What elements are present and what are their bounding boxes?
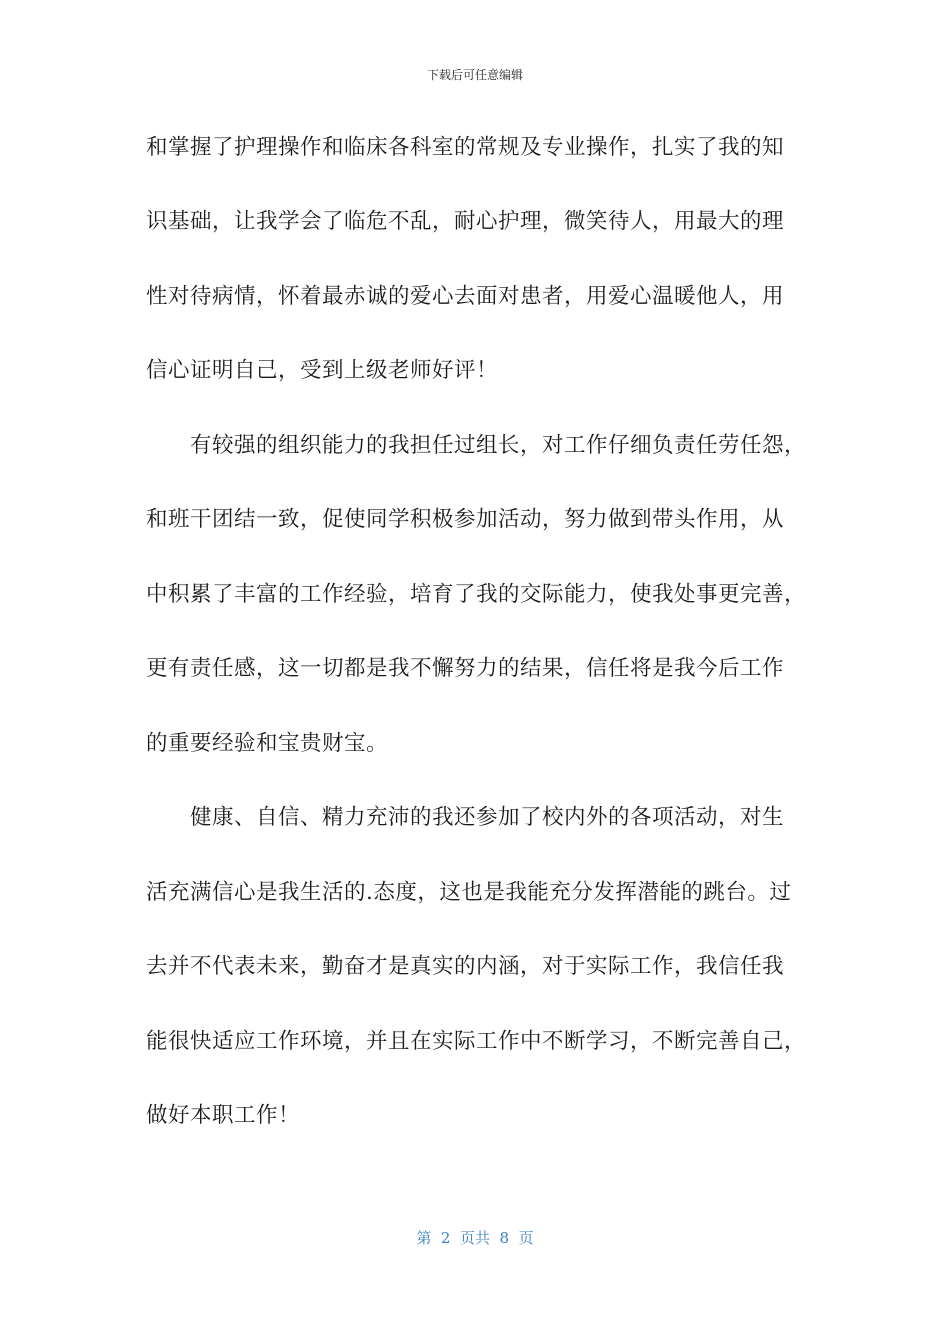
text-line: 识基础，让我学会了临危不乱，耐心护理，微笑待人，用最大的理 xyxy=(146,209,785,234)
text-line: 和掌握了护理操作和临床各科室的常规及专业操作，扎实了我的知 xyxy=(146,135,785,160)
text-line: 能很快适应工作环境，并且在实际工作中不断学习，不断完善自己， xyxy=(146,1029,807,1054)
text-line: 健康、自信、精力充沛的我还参加了校内外的各项活动，对生 xyxy=(146,805,785,830)
page-number: 第 2 页共 8 页 xyxy=(416,1229,534,1247)
text-line: 去并不代表未来，勤奋才是真实的内涵，对于实际工作，我信任我 xyxy=(146,954,785,979)
text-line: 做好本职工作！ xyxy=(146,1103,301,1128)
text-line: 活充满信心是我生活的.态度，这也是我能充分发挥潜能的跳台。过 xyxy=(146,880,792,905)
page-header: 下载后可任意编辑 xyxy=(426,68,523,82)
text-line: 信心证明自己，受到上级老师好评！ xyxy=(146,358,499,383)
text-line: 更有责任感，这一切都是我不懈努力的结果，信任将是我今后工作 xyxy=(146,656,785,681)
text-line: 有较强的组织能力的我担任过组长，对工作仔细负责任劳任怨， xyxy=(146,433,807,458)
text-line: 的重要经验和宝贵财宝。 xyxy=(146,731,389,756)
text-line: 和班干团结一致，促使同学积极参加活动，努力做到带头作用，从 xyxy=(146,507,785,532)
text-line: 性对待病情，怀着最赤诚的爱心去面对患者，用爱心温暖他人，用 xyxy=(146,284,785,309)
text-line: 中积累了丰富的工作经验，培育了我的交际能力，使我处事更完善， xyxy=(146,582,807,607)
